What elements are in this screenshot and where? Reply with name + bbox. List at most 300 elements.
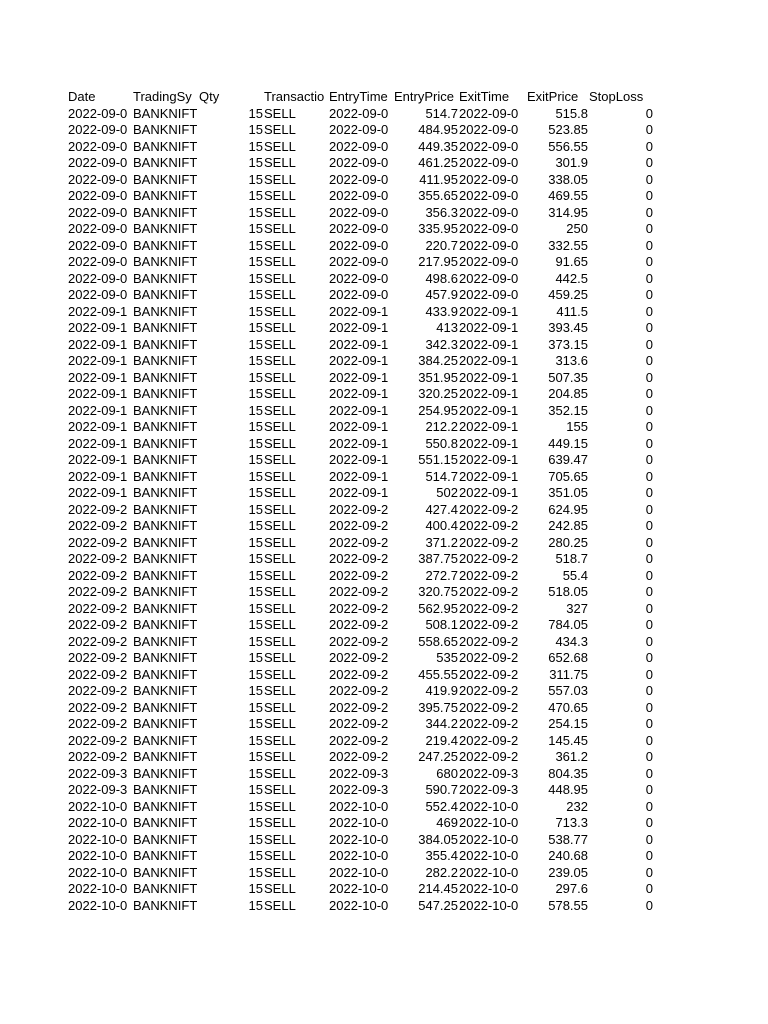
cell-exit-time[interactable]: 2022-09-2 [459, 633, 519, 649]
cell-qty[interactable]: 15 [248, 435, 263, 451]
cell-date[interactable]: 2022-09-0 [68, 287, 128, 302]
cell-qty[interactable]: 15 [248, 303, 263, 319]
cell-exit-time[interactable]: 2022-09-3 [459, 782, 519, 797]
cell-exit-price[interactable]: 652.68 [548, 650, 588, 665]
cell-trading-symbol[interactable]: BANKNIFT [133, 699, 197, 715]
cell-entry-time[interactable]: 2022-09-0 [329, 138, 389, 154]
cell-transaction-type[interactable]: SELL [264, 782, 296, 797]
cell-entry-time[interactable]: 2022-09-1 [329, 435, 389, 451]
cell-trading-symbol[interactable]: BANKNIFT [133, 732, 197, 748]
cell-qty[interactable]: 15 [248, 864, 263, 880]
cell-trading-symbol[interactable]: BANKNIFT [133, 650, 197, 665]
cell-entry-price[interactable]: 413 [436, 320, 458, 335]
cell-qty[interactable]: 15 [248, 749, 263, 764]
cell-entry-price[interactable]: 320.25 [418, 386, 458, 401]
cell-qty[interactable]: 15 [248, 287, 263, 302]
cell-qty[interactable]: 15 [248, 501, 263, 517]
cell-exit-price[interactable]: 538.77 [548, 831, 588, 847]
cell-date[interactable]: 2022-09-1 [68, 386, 128, 401]
cell-exit-price[interactable]: 523.85 [548, 122, 588, 137]
cell-qty[interactable]: 15 [248, 485, 263, 500]
cell-exit-time[interactable]: 2022-09-1 [459, 369, 519, 385]
cell-entry-price[interactable]: 220.7 [425, 237, 458, 253]
cell-trading-symbol[interactable]: BANKNIFT [133, 353, 197, 368]
cell-qty[interactable]: 15 [248, 254, 263, 269]
cell-entry-price[interactable]: 355.4 [425, 848, 458, 863]
cell-entry-price[interactable]: 514.7 [425, 468, 458, 484]
cell-entry-time[interactable]: 2022-09-3 [329, 782, 389, 797]
cell-trading-symbol[interactable]: BANKNIFT [133, 468, 197, 484]
header-transaction-type[interactable]: Transactio [264, 89, 325, 104]
cell-exit-time[interactable]: 2022-09-2 [459, 584, 519, 599]
cell-qty[interactable]: 15 [248, 221, 263, 236]
cell-stop-loss[interactable]: 0 [645, 584, 653, 599]
cell-entry-price[interactable]: 461.25 [418, 155, 458, 170]
cell-exit-price[interactable]: 705.65 [548, 468, 588, 484]
cell-qty[interactable]: 15 [248, 897, 263, 913]
cell-exit-time[interactable]: 2022-09-0 [459, 254, 519, 269]
cell-date[interactable]: 2022-09-1 [68, 452, 128, 467]
cell-entry-price[interactable]: 384.05 [418, 831, 458, 847]
cell-transaction-type[interactable]: SELL [264, 716, 296, 731]
cell-trading-symbol[interactable]: BANKNIFT [133, 716, 197, 731]
cell-entry-price[interactable]: 387.75 [418, 551, 458, 566]
cell-trading-symbol[interactable]: BANKNIFT [133, 485, 197, 500]
cell-transaction-type[interactable]: SELL [264, 221, 296, 236]
cell-transaction-type[interactable]: SELL [264, 501, 296, 517]
header-stop-loss[interactable]: StopLoss [589, 89, 644, 104]
cell-date[interactable]: 2022-09-1 [68, 303, 128, 319]
cell-stop-loss[interactable]: 0 [645, 386, 653, 401]
cell-qty[interactable]: 15 [248, 188, 263, 203]
cell-date[interactable]: 2022-10-0 [68, 815, 128, 830]
cell-exit-price[interactable]: 784.05 [548, 617, 588, 632]
cell-transaction-type[interactable]: SELL [264, 815, 296, 830]
cell-entry-time[interactable]: 2022-09-0 [329, 188, 389, 203]
cell-stop-loss[interactable]: 0 [645, 699, 653, 715]
cell-stop-loss[interactable]: 0 [645, 749, 653, 764]
cell-exit-price[interactable]: 332.55 [548, 237, 588, 253]
cell-stop-loss[interactable]: 0 [645, 501, 653, 517]
cell-exit-time[interactable]: 2022-09-2 [459, 518, 519, 533]
cell-exit-time[interactable]: 2022-09-2 [459, 600, 519, 616]
cell-stop-loss[interactable]: 0 [645, 485, 653, 500]
cell-date[interactable]: 2022-09-2 [68, 501, 128, 517]
cell-date[interactable]: 2022-10-0 [68, 897, 128, 913]
cell-exit-price[interactable]: 518.7 [555, 551, 588, 566]
cell-exit-time[interactable]: 2022-09-1 [459, 303, 519, 319]
cell-exit-price[interactable]: 459.25 [548, 287, 588, 302]
cell-qty[interactable]: 15 [248, 138, 263, 154]
cell-exit-time[interactable]: 2022-09-2 [459, 567, 519, 583]
cell-trading-symbol[interactable]: BANKNIFT [133, 633, 197, 649]
cell-transaction-type[interactable]: SELL [264, 567, 296, 583]
cell-entry-time[interactable]: 2022-09-2 [329, 650, 389, 665]
cell-trading-symbol[interactable]: BANKNIFT [133, 567, 197, 583]
cell-qty[interactable]: 15 [248, 270, 263, 286]
cell-qty[interactable]: 15 [248, 386, 263, 401]
cell-qty[interactable]: 15 [248, 699, 263, 715]
cell-trading-symbol[interactable]: BANKNIFT [133, 237, 197, 253]
cell-entry-time[interactable]: 2022-09-0 [329, 171, 389, 187]
cell-stop-loss[interactable]: 0 [645, 237, 653, 253]
cell-transaction-type[interactable]: SELL [264, 732, 296, 748]
header-trading-symbol[interactable]: TradingSy [133, 89, 192, 104]
cell-qty[interactable]: 15 [248, 468, 263, 484]
cell-entry-price[interactable]: 351.95 [418, 369, 458, 385]
cell-entry-time[interactable]: 2022-09-0 [329, 221, 389, 236]
cell-qty[interactable]: 15 [248, 683, 263, 698]
cell-stop-loss[interactable]: 0 [645, 402, 653, 418]
cell-stop-loss[interactable]: 0 [645, 633, 653, 649]
cell-trading-symbol[interactable]: BANKNIFT [133, 815, 197, 830]
cell-date[interactable]: 2022-09-0 [68, 188, 128, 203]
cell-exit-time[interactable]: 2022-09-0 [459, 270, 519, 286]
cell-qty[interactable]: 15 [248, 765, 263, 781]
cell-transaction-type[interactable]: SELL [264, 171, 296, 187]
cell-exit-price[interactable]: 448.95 [548, 782, 588, 797]
cell-entry-time[interactable]: 2022-09-0 [329, 122, 389, 137]
cell-transaction-type[interactable]: SELL [264, 798, 296, 814]
cell-transaction-type[interactable]: SELL [264, 485, 296, 500]
cell-exit-price[interactable]: 518.05 [548, 584, 588, 599]
cell-entry-price[interactable]: 335.95 [418, 221, 458, 236]
cell-exit-time[interactable]: 2022-09-1 [459, 485, 519, 500]
cell-stop-loss[interactable]: 0 [645, 336, 653, 352]
cell-transaction-type[interactable]: SELL [264, 105, 296, 121]
cell-exit-price[interactable]: 507.35 [548, 369, 588, 385]
cell-stop-loss[interactable]: 0 [645, 221, 653, 236]
cell-exit-price[interactable]: 240.68 [548, 848, 588, 863]
cell-transaction-type[interactable]: SELL [264, 452, 296, 467]
cell-entry-time[interactable]: 2022-09-1 [329, 452, 389, 467]
cell-date[interactable]: 2022-09-2 [68, 534, 128, 550]
cell-date[interactable]: 2022-09-2 [68, 518, 128, 533]
cell-date[interactable]: 2022-09-1 [68, 353, 128, 368]
cell-transaction-type[interactable]: SELL [264, 765, 296, 781]
cell-entry-time[interactable]: 2022-09-2 [329, 749, 389, 764]
cell-stop-loss[interactable]: 0 [645, 815, 653, 830]
cell-entry-time[interactable]: 2022-09-1 [329, 402, 389, 418]
cell-exit-price[interactable]: 91.65 [555, 254, 588, 269]
cell-transaction-type[interactable]: SELL [264, 435, 296, 451]
cell-entry-price[interactable]: 550.8 [425, 435, 458, 451]
cell-exit-price[interactable]: 557.03 [548, 683, 588, 698]
cell-transaction-type[interactable]: SELL [264, 897, 296, 913]
cell-entry-price[interactable]: 427.4 [425, 501, 458, 517]
cell-entry-price[interactable]: 384.25 [418, 353, 458, 368]
cell-exit-price[interactable]: 352.15 [548, 402, 588, 418]
cell-exit-time[interactable]: 2022-09-1 [459, 402, 519, 418]
cell-exit-time[interactable]: 2022-09-2 [459, 666, 519, 682]
cell-exit-time[interactable]: 2022-09-0 [459, 204, 519, 220]
cell-exit-price[interactable]: 351.05 [548, 485, 588, 500]
cell-qty[interactable]: 15 [248, 551, 263, 566]
cell-date[interactable]: 2022-09-1 [68, 369, 128, 385]
cell-qty[interactable]: 15 [248, 452, 263, 467]
cell-qty[interactable]: 15 [248, 600, 263, 616]
cell-transaction-type[interactable]: SELL [264, 303, 296, 319]
cell-date[interactable]: 2022-09-0 [68, 254, 128, 269]
cell-entry-time[interactable]: 2022-09-3 [329, 765, 389, 781]
cell-stop-loss[interactable]: 0 [645, 138, 653, 154]
cell-qty[interactable]: 15 [248, 518, 263, 533]
cell-entry-price[interactable]: 411.95 [419, 171, 458, 187]
cell-exit-time[interactable]: 2022-09-0 [459, 287, 519, 302]
cell-entry-price[interactable]: 355.65 [418, 188, 458, 203]
header-exit-price[interactable]: ExitPrice [527, 89, 579, 104]
cell-trading-symbol[interactable]: BANKNIFT [133, 386, 197, 401]
cell-date[interactable]: 2022-09-3 [68, 765, 128, 781]
cell-entry-price[interactable]: 562.95 [418, 600, 458, 616]
cell-entry-time[interactable]: 2022-09-1 [329, 369, 389, 385]
cell-qty[interactable]: 15 [248, 534, 263, 550]
cell-transaction-type[interactable]: SELL [264, 320, 296, 335]
cell-qty[interactable]: 15 [248, 320, 263, 335]
cell-transaction-type[interactable]: SELL [264, 386, 296, 401]
cell-exit-time[interactable]: 2022-09-1 [459, 452, 519, 467]
cell-entry-price[interactable]: 449.35 [418, 138, 458, 154]
cell-exit-time[interactable]: 2022-09-0 [459, 122, 519, 137]
cell-qty[interactable]: 15 [248, 402, 263, 418]
cell-transaction-type[interactable]: SELL [264, 633, 296, 649]
cell-trading-symbol[interactable]: BANKNIFT [133, 584, 197, 599]
cell-qty[interactable]: 15 [248, 105, 263, 121]
cell-qty[interactable]: 15 [248, 237, 263, 253]
cell-entry-price[interactable]: 484.95 [418, 122, 458, 137]
cell-date[interactable]: 2022-09-1 [68, 402, 128, 418]
cell-date[interactable]: 2022-09-3 [68, 782, 128, 797]
cell-entry-price[interactable]: 272.7 [425, 567, 458, 583]
cell-date[interactable]: 2022-10-0 [68, 831, 128, 847]
cell-qty[interactable]: 15 [248, 666, 263, 682]
cell-date[interactable]: 2022-09-1 [68, 485, 128, 500]
cell-date[interactable]: 2022-09-0 [68, 122, 128, 137]
cell-entry-price[interactable]: 320.75 [418, 584, 458, 599]
cell-exit-time[interactable]: 2022-09-2 [459, 699, 519, 715]
cell-trading-symbol[interactable]: BANKNIFT [133, 419, 197, 434]
cell-transaction-type[interactable]: SELL [264, 650, 296, 665]
cell-exit-time[interactable]: 2022-10-0 [459, 881, 519, 896]
cell-stop-loss[interactable]: 0 [645, 270, 653, 286]
cell-stop-loss[interactable]: 0 [645, 683, 653, 698]
cell-exit-price[interactable]: 515.8 [555, 105, 588, 121]
cell-qty[interactable]: 15 [248, 815, 263, 830]
header-entry-price[interactable]: EntryPrice [394, 89, 454, 104]
cell-trading-symbol[interactable]: BANKNIFT [133, 270, 197, 286]
cell-transaction-type[interactable]: SELL [264, 155, 296, 170]
cell-date[interactable]: 2022-09-2 [68, 633, 128, 649]
cell-date[interactable]: 2022-09-2 [68, 600, 128, 616]
cell-date[interactable]: 2022-09-0 [68, 221, 128, 236]
cell-qty[interactable]: 15 [248, 122, 263, 137]
cell-entry-time[interactable]: 2022-09-1 [329, 303, 389, 319]
cell-trading-symbol[interactable]: BANKNIFT [133, 666, 197, 682]
cell-entry-time[interactable]: 2022-09-2 [329, 534, 389, 550]
cell-transaction-type[interactable]: SELL [264, 204, 296, 220]
cell-entry-time[interactable]: 2022-09-2 [329, 699, 389, 715]
cell-exit-price[interactable]: 250 [566, 221, 588, 236]
cell-trading-symbol[interactable]: BANKNIFT [133, 765, 197, 781]
cell-entry-time[interactable]: 2022-09-2 [329, 518, 389, 533]
cell-stop-loss[interactable]: 0 [645, 122, 653, 137]
cell-stop-loss[interactable]: 0 [645, 864, 653, 880]
cell-entry-price[interactable]: 433.9 [425, 303, 458, 319]
cell-entry-price[interactable]: 282.2 [425, 864, 458, 880]
cell-exit-price[interactable]: 578.55 [548, 897, 588, 913]
cell-exit-time[interactable]: 2022-09-2 [459, 716, 519, 731]
cell-qty[interactable]: 15 [248, 369, 263, 385]
cell-exit-time[interactable]: 2022-09-2 [459, 683, 519, 698]
cell-entry-price[interactable]: 219.4 [425, 732, 458, 748]
cell-exit-price[interactable]: 55.4 [562, 567, 588, 583]
cell-exit-time[interactable]: 2022-09-1 [459, 419, 519, 434]
cell-exit-price[interactable]: 449.15 [548, 435, 588, 451]
cell-entry-time[interactable]: 2022-09-1 [329, 468, 389, 484]
cell-entry-price[interactable]: 214.45 [418, 881, 458, 896]
cell-entry-time[interactable]: 2022-09-0 [329, 270, 389, 286]
cell-exit-price[interactable]: 470.65 [548, 699, 588, 715]
cell-date[interactable]: 2022-10-0 [68, 881, 128, 896]
cell-qty[interactable]: 15 [248, 782, 263, 797]
cell-trading-symbol[interactable]: BANKNIFT [133, 303, 197, 319]
cell-transaction-type[interactable]: SELL [264, 666, 296, 682]
cell-exit-price[interactable]: 639.47 [548, 452, 588, 467]
cell-entry-time[interactable]: 2022-09-1 [329, 336, 389, 352]
cell-trading-symbol[interactable]: BANKNIFT [133, 287, 197, 302]
cell-exit-time[interactable]: 2022-09-0 [459, 221, 519, 236]
cell-transaction-type[interactable]: SELL [264, 122, 296, 137]
header-date[interactable]: Date [68, 89, 96, 104]
cell-date[interactable]: 2022-09-0 [68, 155, 128, 170]
cell-exit-time[interactable]: 2022-09-2 [459, 749, 519, 764]
cell-exit-time[interactable]: 2022-09-3 [459, 765, 519, 781]
cell-entry-price[interactable]: 508.1 [425, 617, 458, 632]
cell-entry-price[interactable]: 371.2 [425, 534, 458, 550]
cell-entry-time[interactable]: 2022-09-1 [329, 419, 389, 434]
cell-exit-price[interactable]: 393.45 [548, 320, 588, 335]
cell-stop-loss[interactable]: 0 [645, 369, 653, 385]
cell-transaction-type[interactable]: SELL [264, 138, 296, 154]
cell-stop-loss[interactable]: 0 [645, 518, 653, 533]
cell-exit-price[interactable]: 280.25 [548, 534, 588, 550]
cell-trading-symbol[interactable]: BANKNIFT [133, 534, 197, 550]
cell-entry-time[interactable]: 2022-10-0 [329, 848, 389, 863]
cell-exit-time[interactable]: 2022-09-1 [459, 386, 519, 401]
cell-stop-loss[interactable]: 0 [645, 171, 653, 187]
cell-stop-loss[interactable]: 0 [645, 419, 653, 434]
cell-exit-price[interactable]: 361.2 [555, 749, 588, 764]
cell-qty[interactable]: 15 [248, 881, 263, 896]
cell-entry-time[interactable]: 2022-09-2 [329, 716, 389, 731]
cell-entry-time[interactable]: 2022-10-0 [329, 815, 389, 830]
cell-exit-time[interactable]: 2022-09-2 [459, 534, 519, 550]
cell-entry-time[interactable]: 2022-10-0 [329, 881, 389, 896]
cell-exit-time[interactable]: 2022-10-0 [459, 831, 519, 847]
cell-entry-time[interactable]: 2022-09-0 [329, 155, 389, 170]
cell-entry-price[interactable]: 552.4 [425, 798, 458, 814]
cell-exit-time[interactable]: 2022-09-1 [459, 353, 519, 368]
cell-entry-price[interactable]: 395.75 [418, 699, 458, 715]
cell-exit-price[interactable]: 145.45 [548, 732, 588, 748]
cell-date[interactable]: 2022-09-2 [68, 666, 128, 682]
cell-exit-price[interactable]: 204.85 [548, 386, 588, 401]
cell-exit-time[interactable]: 2022-10-0 [459, 848, 519, 863]
cell-entry-time[interactable]: 2022-09-2 [329, 600, 389, 616]
header-entry-time[interactable]: EntryTime [329, 89, 388, 104]
cell-exit-price[interactable]: 338.05 [548, 171, 588, 187]
cell-entry-time[interactable]: 2022-09-2 [329, 617, 389, 632]
cell-date[interactable]: 2022-09-2 [68, 551, 128, 566]
cell-date[interactable]: 2022-09-2 [68, 716, 128, 731]
cell-qty[interactable]: 15 [248, 155, 263, 170]
cell-trading-symbol[interactable]: BANKNIFT [133, 600, 197, 616]
cell-exit-price[interactable]: 434.3 [555, 633, 588, 649]
cell-exit-price[interactable]: 301.9 [555, 155, 588, 170]
cell-entry-time[interactable]: 2022-09-2 [329, 633, 389, 649]
cell-transaction-type[interactable]: SELL [264, 551, 296, 566]
cell-date[interactable]: 2022-09-0 [68, 105, 128, 121]
cell-qty[interactable]: 15 [248, 798, 263, 814]
cell-exit-price[interactable]: 239.05 [548, 864, 588, 880]
cell-transaction-type[interactable]: SELL [264, 617, 296, 632]
cell-exit-time[interactable]: 2022-09-1 [459, 468, 519, 484]
cell-qty[interactable]: 15 [248, 831, 263, 847]
cell-date[interactable]: 2022-09-2 [68, 650, 128, 665]
cell-date[interactable]: 2022-09-0 [68, 237, 128, 253]
cell-entry-time[interactable]: 2022-09-2 [329, 732, 389, 748]
cell-entry-price[interactable]: 551.15 [418, 452, 458, 467]
cell-exit-time[interactable]: 2022-09-2 [459, 650, 519, 665]
cell-entry-time[interactable]: 2022-09-1 [329, 485, 389, 500]
cell-exit-time[interactable]: 2022-09-0 [459, 155, 519, 170]
cell-exit-time[interactable]: 2022-09-1 [459, 320, 519, 335]
cell-transaction-type[interactable]: SELL [264, 600, 296, 616]
cell-transaction-type[interactable]: SELL [264, 287, 296, 302]
cell-transaction-type[interactable]: SELL [264, 419, 296, 434]
cell-exit-price[interactable]: 624.95 [548, 501, 588, 517]
cell-transaction-type[interactable]: SELL [264, 534, 296, 550]
cell-trading-symbol[interactable]: BANKNIFT [133, 617, 197, 632]
cell-trading-symbol[interactable]: BANKNIFT [133, 798, 197, 814]
cell-entry-time[interactable]: 2022-09-2 [329, 567, 389, 583]
cell-entry-price[interactable]: 547.25 [418, 897, 458, 913]
cell-exit-time[interactable]: 2022-09-1 [459, 336, 519, 352]
cell-exit-price[interactable]: 442.5 [555, 270, 588, 286]
cell-entry-price[interactable]: 498.6 [425, 270, 458, 286]
cell-transaction-type[interactable]: SELL [264, 402, 296, 418]
cell-exit-price[interactable]: 713.3 [555, 815, 588, 830]
cell-date[interactable]: 2022-09-2 [68, 699, 128, 715]
cell-entry-time[interactable]: 2022-10-0 [329, 897, 389, 913]
cell-stop-loss[interactable]: 0 [645, 716, 653, 731]
cell-entry-price[interactable]: 514.7 [425, 105, 458, 121]
cell-entry-time[interactable]: 2022-09-2 [329, 501, 389, 517]
cell-entry-price[interactable]: 590.7 [425, 782, 458, 797]
cell-entry-time[interactable]: 2022-09-0 [329, 237, 389, 253]
cell-trading-symbol[interactable]: BANKNIFT [133, 782, 197, 797]
cell-exit-time[interactable]: 2022-09-2 [459, 501, 519, 517]
cell-exit-time[interactable]: 2022-10-0 [459, 815, 519, 830]
cell-trading-symbol[interactable]: BANKNIFT [133, 204, 197, 220]
cell-stop-loss[interactable]: 0 [645, 782, 653, 797]
cell-trading-symbol[interactable]: BANKNIFT [133, 518, 197, 533]
cell-stop-loss[interactable]: 0 [645, 468, 653, 484]
cell-entry-price[interactable]: 254.95 [418, 402, 458, 418]
cell-entry-price[interactable]: 342.3 [425, 336, 458, 352]
cell-exit-time[interactable]: 2022-09-0 [459, 138, 519, 154]
cell-entry-time[interactable]: 2022-10-0 [329, 798, 389, 814]
